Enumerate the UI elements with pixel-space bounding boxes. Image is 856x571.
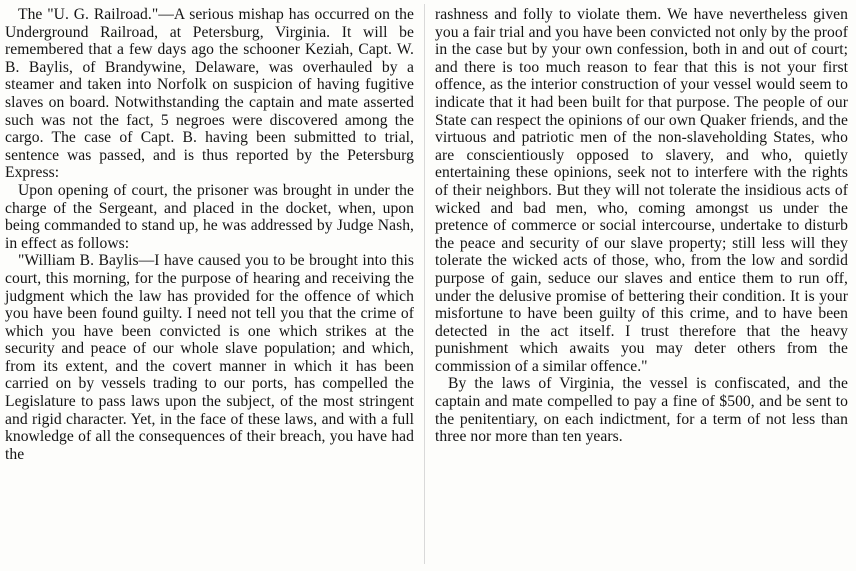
left-column xyxy=(5,6,414,463)
article-paragraph-4: rashness and folly to violate them. We have nevertheless given you a fair trial and you have been convicted not only by the proof in the case but by your own confession, both in and out of court; and there is too much reason to fear that this is not your first offence, as the interior construction of your vessel would seem to indicate that it had been built for that purpose. The people of our State can respect the opinions of our own Quaker friends, and the virtuous and patriotic men of the non-slaveholding States, who are conscientiously opposed to slavery, and who, quietly entertaining these opinions, seek not to interfere with the rights of their neighbors. But they will not tolerate the insidious acts of wicked and bad men, who, coming amongst us under the pretence of commerce or social intercourse, undertake to disturb the peace and security of our slave property; still less will they tolerate the wicked acts of those, who, from the low and sordid purpose of gain, seduce our slaves and entice them to run off, under the delusive promise of bettering their condition. It is your misfortune to have been guilty of this crime, and to have been detected in the act itself. I trust therefore that the heavy punishment which awaits you may deter others from the commission of a similar offence." xyxy=(435,6,848,375)
article-paragraph-1-text: —A serious mishap has occurred on the Underground Railroad, at Petersburg, Virginia. It will be remembered that a few days ago the schooner Keziah, Capt. W. B. Baylis, of Brandywine, Delaware, was overhauled by a steamer and taken into Norfolk on suspicion of having fugitive slaves on board. Notwithstanding the captain and mate asserted such was not the fact, 5 negroes were discovered among the cargo. The case of Capt. B. having been submitted to trial, sentence was passed, and is thus reported by the Petersburg Express: xyxy=(5,6,414,182)
article-headline: The "U. G. Railroad." xyxy=(18,6,159,23)
right-column xyxy=(435,6,848,446)
article-paragraph-3: "William B. Baylis—I have caused you to be brought into this court, this morning, for the purpose of hearing and receiving the judgment which the law has provided for the offence of which you have been found guilty. I need not tell you that the crime of which you have been convicted is one which strikes at the security and peace of our whole slave population; and which, from its extent, and the covert manner in which it has been carried on by vessels trading to our ports, has compelled the Legislature to pass laws upon the subject, of the most stringent and rigid character. Yet, in the face of these laws, and with a full knowledge of all the consequences of their breach, you have had the xyxy=(5,252,414,463)
column-divider xyxy=(424,4,425,564)
article-paragraph-2: Upon opening of court, the prisoner was brought in under the charge of the Sergeant, and placed in the docket, when, upon being commanded to stand up, he was addressed by Judge Nash, in effect as follows: xyxy=(5,181,414,252)
article-paragraph-5: By the laws of Virginia, the vessel is confiscated, and the captain and mate compelled to pay a fine of $500, and be sent to the penitentiary, on each indictment, for a term of not less than three nor more than ten years. xyxy=(435,375,848,446)
article-paragraph-1 xyxy=(5,6,414,182)
